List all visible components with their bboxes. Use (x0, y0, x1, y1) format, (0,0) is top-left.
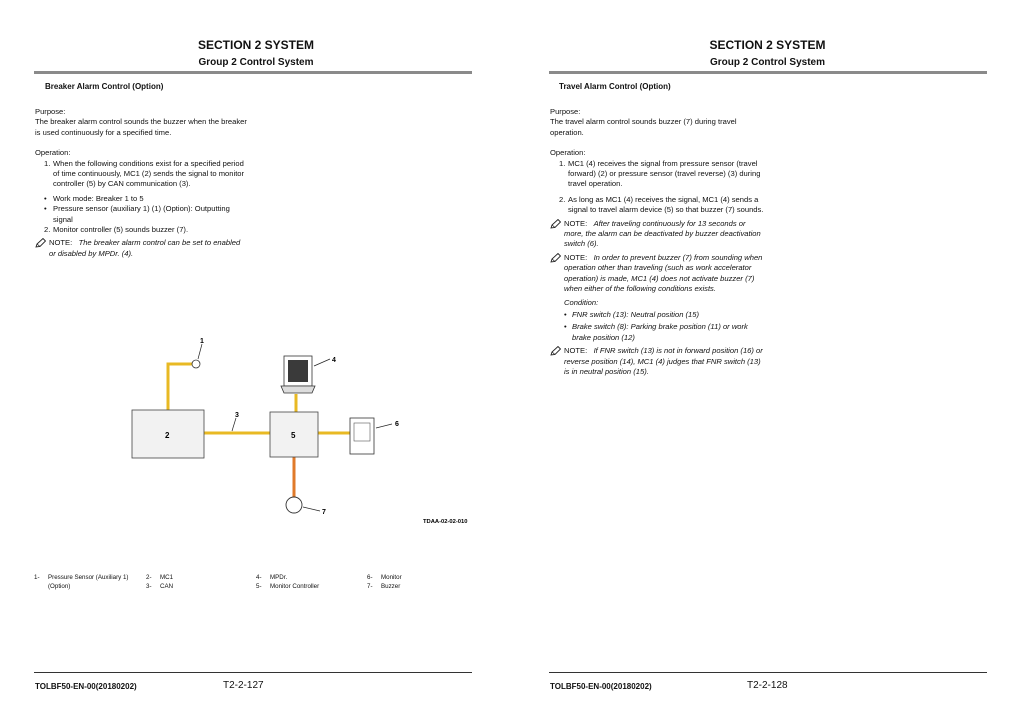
pencil-note-icon (550, 346, 561, 359)
step-number: 2. (44, 225, 51, 235)
subheading: Breaker Alarm Control (Option) (45, 82, 164, 91)
body-text (550, 107, 766, 377)
note (550, 219, 766, 250)
condition-label: Condition: (564, 297, 599, 307)
legend-num: 3- (146, 583, 152, 590)
condition-text: FNR switch (13): Neutral position (15) (572, 309, 700, 319)
footer-rule (34, 672, 472, 673)
note-text: If FNR switch (13) is not in forward position (16) or reverse position (14), MC1 (4) judges that FNR switch (13) is in neutral position (15). (564, 346, 763, 376)
purpose-text: The breaker alarm control sounds the buzzer when the breaker is used continuously for a specified time. (35, 117, 247, 137)
operation-label: Operation: (35, 148, 71, 158)
note-label: NOTE: (564, 346, 588, 356)
legend-text: MC1 (160, 574, 174, 581)
pressure-sensor-icon (192, 360, 200, 368)
section-title: SECTION 2 SYSTEM (197, 38, 315, 52)
note-text: After traveling continuously for 13 seconds or more, the alarm can be deactivated by buzzer deactivation switch (6). (564, 218, 761, 249)
legend-num: 5- (256, 583, 262, 590)
step-text: MC1 (4) receives the signal from pressure sensor (travel forward) (2) or pressure sensor (travel reverse) (3) during travel operation. (568, 158, 761, 189)
bullet-text: Work mode: Breaker 1 to 5 (53, 193, 144, 203)
legend (34, 574, 474, 604)
bullet-item: • Pressure sensor (auxiliary 1) (1) (Option): Outputting signal (44, 204, 230, 224)
right-page (512, 0, 1023, 723)
step-number: 1. (44, 158, 51, 168)
group-title: Group 2 Control System (709, 57, 825, 68)
legend-num: 4- (256, 574, 262, 581)
note-label: NOTE: (564, 252, 588, 262)
bullet-item: • Work mode: Breaker 1 to 5 (44, 193, 144, 203)
step-text: Monitor controller (5) sounds buzzer (7). (53, 225, 189, 235)
step-2 (550, 195, 766, 216)
bullet-text: Pressure sensor (auxiliary 1) (1) (Option): Outputting signal (53, 204, 230, 224)
diagram-label-4: 4 (332, 357, 336, 364)
note-label: NOTE: (49, 238, 73, 248)
legend-num: 7- (367, 583, 373, 590)
pencil-note-icon (550, 253, 561, 266)
group-title: Group 2 Control System (198, 57, 314, 68)
sensor-line (168, 364, 192, 410)
condition-item: • FNR switch (13): Neutral position (15) (564, 309, 700, 319)
footer-page-number: T2-2-127 (223, 680, 264, 691)
note-text: The breaker alarm control can be set to enabled or disabled by MPDr. (4). (49, 238, 241, 258)
condition-text: Brake switch (8): Parking brake position (11) or work brake position (12) (572, 322, 748, 342)
step-text: When the following conditions exist for a specified period of time continuously, MC1 (2) sends the signal to monitor controller (5) by CAN communication (3). (53, 158, 245, 189)
legend-text: MPDr. (270, 574, 288, 581)
step-number: 2. (559, 194, 566, 204)
leader-line (314, 359, 330, 366)
legend-num: 1- (34, 574, 40, 581)
condition-item: • Brake switch (8): Parking brake position (11) or work brake position (12) (564, 322, 748, 342)
step-text: As long as MC1 (4) receives the signal, MC1 (4) sends a signal to travel alarm device (5) so that buzzer (7) sounds. (568, 194, 764, 215)
operation-label: Operation: (550, 148, 586, 158)
header-rule (549, 71, 987, 74)
step-number: 1. (559, 158, 566, 168)
section-title: SECTION 2 SYSTEM (709, 38, 826, 52)
footer-page-number: T2-2-128 (747, 680, 788, 691)
leader-line (303, 507, 320, 511)
note (550, 346, 766, 377)
step-1 (550, 159, 766, 190)
pencil-note-icon (550, 219, 561, 232)
footer-code: TOLBF50-EN-00(20180202) (35, 682, 137, 691)
footer-code: TOLBF50-EN-00(20180202) (550, 682, 652, 691)
leader-line (198, 344, 202, 359)
leader-line (232, 418, 236, 431)
diagram-label-1: 1 (200, 338, 204, 345)
monitor-icon (350, 418, 374, 454)
diagram-label-7: 7 (322, 509, 326, 516)
subheading: Travel Alarm Control (Option) (559, 82, 671, 91)
purpose-label: Purpose: (550, 107, 581, 116)
diagram-label-6: 6 (395, 421, 399, 428)
purpose-label: Purpose: (35, 107, 66, 116)
legend-text: CAN (160, 583, 174, 590)
purpose-text: The travel alarm control sounds buzzer (7) during travel operation. (550, 117, 737, 137)
note-text: In order to prevent buzzer (7) from sounding when operation other than traveling (such as work accelerator operation) is made, MC1 (4) does not activate buzzer (7) when either of the following conditions exists. (564, 252, 763, 294)
diagram-label-2: 2 (165, 431, 170, 440)
legend-text: Monitor (381, 574, 402, 581)
buzzer-icon (286, 497, 302, 513)
leader-line (376, 424, 392, 428)
legend-text: Monitor Controller (270, 583, 320, 590)
figure-code: TDAA-02-02-010 (423, 519, 468, 525)
diagram-label-5: 5 (291, 431, 296, 440)
legend-text: Pressure Sensor (Auxiliary 1) (48, 574, 129, 581)
note-label: NOTE: (564, 218, 588, 228)
diagram-label-3: 3 (235, 412, 239, 419)
legend-num: 2- (146, 574, 152, 581)
legend-num: 6- (367, 574, 373, 581)
legend-text: Buzzer (381, 583, 401, 590)
laptop-icon (281, 356, 315, 393)
note (550, 253, 766, 295)
footer-rule (549, 672, 987, 673)
legend-text: (Option) (48, 583, 71, 590)
